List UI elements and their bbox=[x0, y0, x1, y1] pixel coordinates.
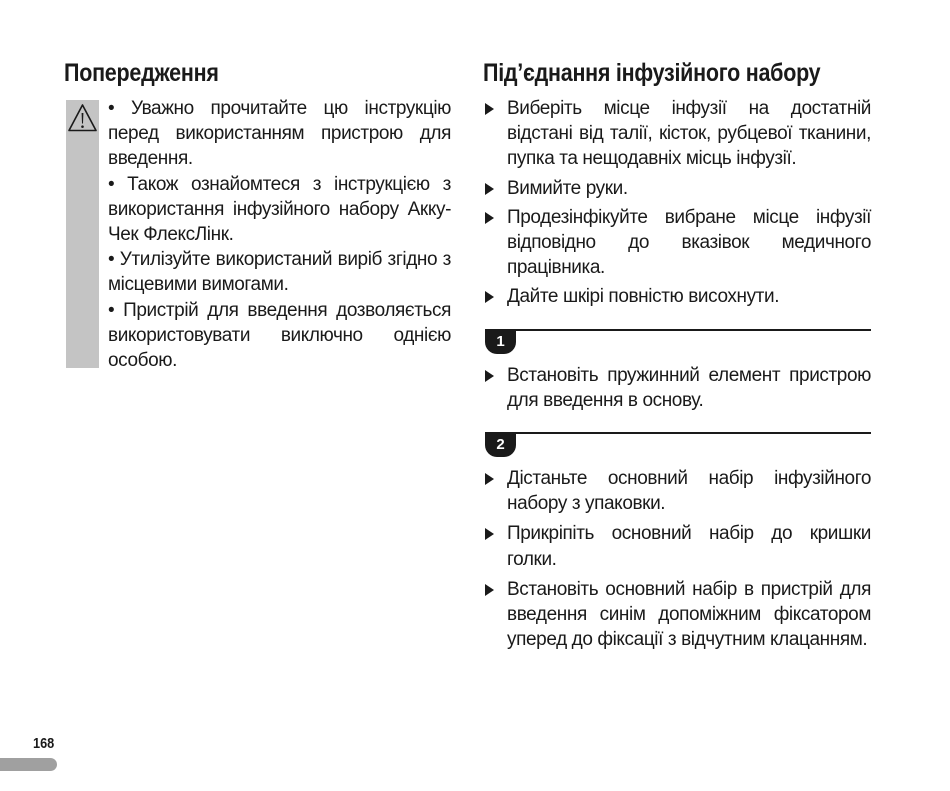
figure-1-marker bbox=[483, 329, 871, 355]
page-number: 168 bbox=[33, 735, 55, 752]
figure-rule bbox=[485, 432, 871, 434]
arrow-bullet-icon bbox=[485, 370, 494, 382]
warning-list bbox=[108, 96, 451, 373]
arrow-bullet-icon bbox=[485, 584, 494, 596]
step-text: Виберіть місце інфузії на достатній відстані від талії, кісток, рубцевої тканини, пупка та нещодавніх місць інфузії. bbox=[507, 98, 871, 170]
arrow-bullet-icon bbox=[485, 212, 494, 224]
step-item bbox=[483, 577, 871, 653]
warning-item: • Також ознайомтеся з інструкцією з використання інфузійного набору Акку-Чек ФлексЛінк. bbox=[108, 173, 451, 246]
figure-number-badge: 1 bbox=[485, 330, 516, 354]
warning-item: • Утилізуйте використаний виріб згідно з місцевими вимогами. bbox=[108, 249, 451, 296]
warning-heading: Попередження bbox=[64, 59, 219, 87]
step-text: Дістаньте основний набір інфузійного набору з упаковки. bbox=[507, 468, 871, 515]
arrow-bullet-icon bbox=[485, 183, 494, 195]
step-item bbox=[483, 205, 871, 281]
figure-rule bbox=[485, 329, 871, 331]
figure-2-marker bbox=[483, 432, 871, 458]
step-item bbox=[483, 521, 871, 571]
step-item bbox=[483, 176, 871, 201]
page-edge-tab bbox=[0, 758, 57, 771]
step-item bbox=[483, 466, 871, 516]
connection-heading: Під’єднання інфузійного набору bbox=[483, 59, 821, 87]
step-text: Встановіть основний набір в пристрій для введення синім допоміжним фіксатором уперед до фіксації з відчутним клацанням. bbox=[507, 578, 871, 651]
warning-sidebar bbox=[66, 100, 99, 368]
step-text: Продезінфікуйте вибране місце інфузії відповідно до вказівок медичного працівника. bbox=[507, 206, 871, 279]
arrow-bullet-icon bbox=[485, 528, 494, 540]
step-text: Встановіть пружинний елемент пристрою для введення в основу. bbox=[507, 364, 871, 411]
step-text: Вимийте руки. bbox=[507, 177, 628, 199]
step-text: Прикріпіть основний набір до кришки голки. bbox=[507, 523, 871, 570]
step-item bbox=[483, 284, 871, 309]
arrow-bullet-icon bbox=[485, 291, 494, 303]
warning-item: • Пристрій для введення дозволяється використовувати виключно однією особою. bbox=[108, 299, 451, 372]
connection-steps bbox=[483, 96, 871, 652]
step-item bbox=[483, 96, 871, 172]
arrow-bullet-icon bbox=[485, 103, 494, 115]
figure-number-badge: 2 bbox=[485, 433, 516, 457]
warning-item: • Уважно прочитайте цю інструкцію перед використанням пристрою для введення. bbox=[108, 98, 451, 170]
warning-triangle-icon bbox=[66, 102, 99, 134]
step-text: Дайте шкірі повністю висохнути. bbox=[507, 286, 780, 308]
step-item bbox=[483, 363, 871, 413]
arrow-bullet-icon bbox=[485, 473, 494, 485]
